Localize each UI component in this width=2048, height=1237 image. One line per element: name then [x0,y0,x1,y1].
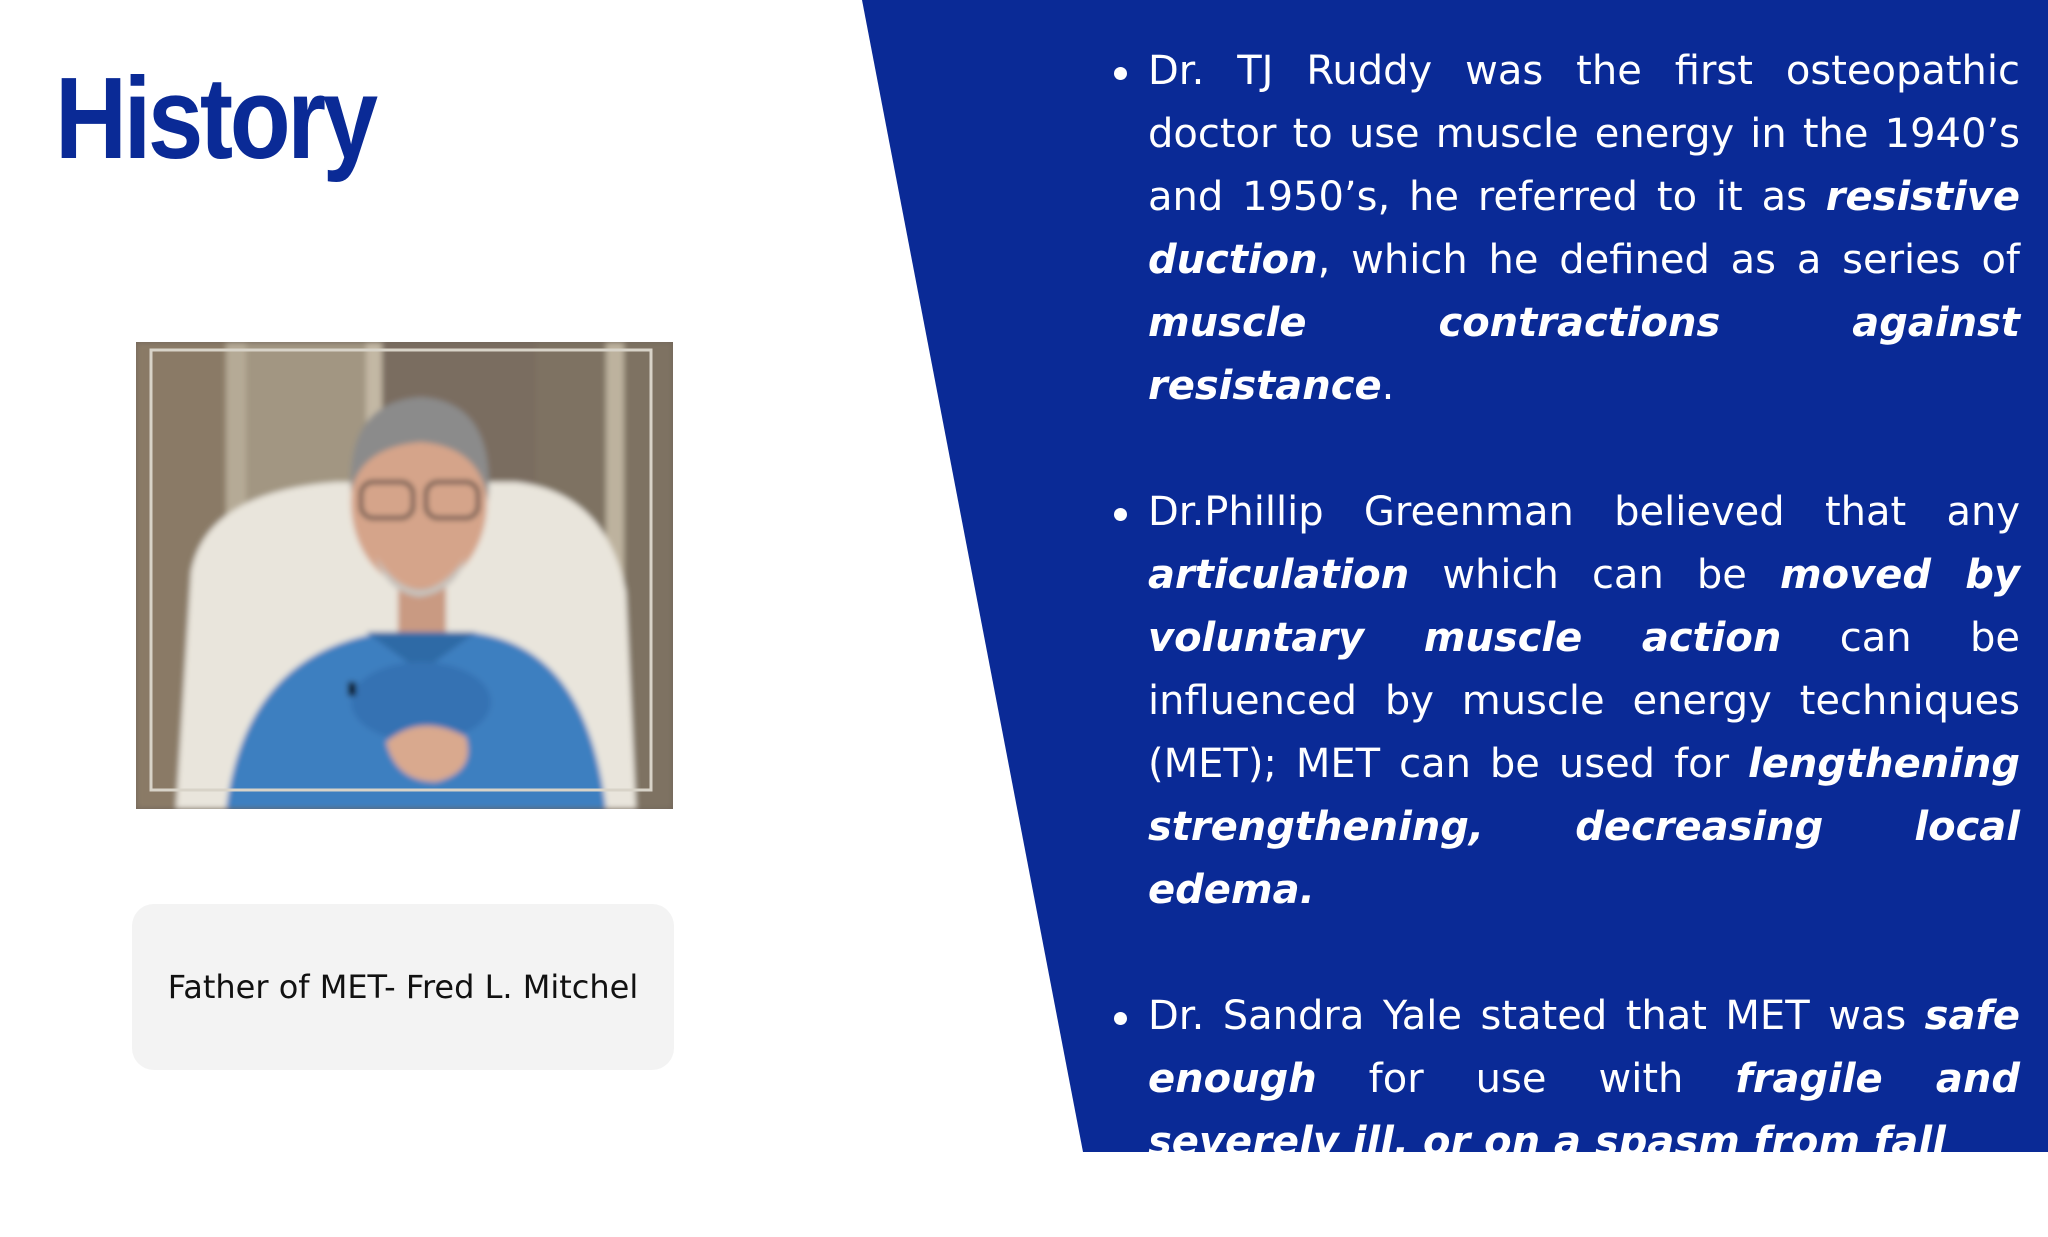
bullet-text: which can be [1409,552,1780,598]
bullet-emphasis: lengthening strengthening, decreasing local edema. [1148,741,2020,913]
slide-title: History [55,53,375,183]
bullet-item [1148,985,2020,1174]
bullet-emphasis: fragile and severely ill, or on a spasm from fall [1148,1056,2020,1165]
photo-caption: Father of MET- Fred L. Mitchel [167,968,639,1006]
bullet-text: Dr. Sandra Yale stated that MET was [1148,993,1925,1039]
bullet-emphasis: muscle contractions against resistance [1148,300,2020,409]
bullet-emphasis: articulation [1148,552,1410,598]
bullet-text: for use with [1316,1056,1736,1102]
bullet-text: Dr.Phillip Greenman believed that any [1148,489,2020,535]
bullet-item [1148,40,2020,418]
bullet-emphasis: resistive duction [1148,174,2020,283]
bullet-emphasis: safe enough [1148,993,2020,1102]
bullet-text: can be influenced by muscle energy techniques (MET); MET can be used for [1148,615,2020,787]
bullet-text: . [1381,363,1395,409]
caption-box [132,904,674,1070]
bullet-text: Dr. TJ Ruddy was the first osteopathic doctor to use muscle energy in the 1940’s and 1950’s, he referred to it as [1148,48,2020,220]
portrait-photo [136,342,673,809]
bullet-emphasis: moved by voluntary muscle action [1148,552,2020,661]
bullet-list [1148,40,2020,1237]
bullet-text: , which he defined as a series of [1317,237,2020,283]
bullet-item [1148,481,2020,922]
